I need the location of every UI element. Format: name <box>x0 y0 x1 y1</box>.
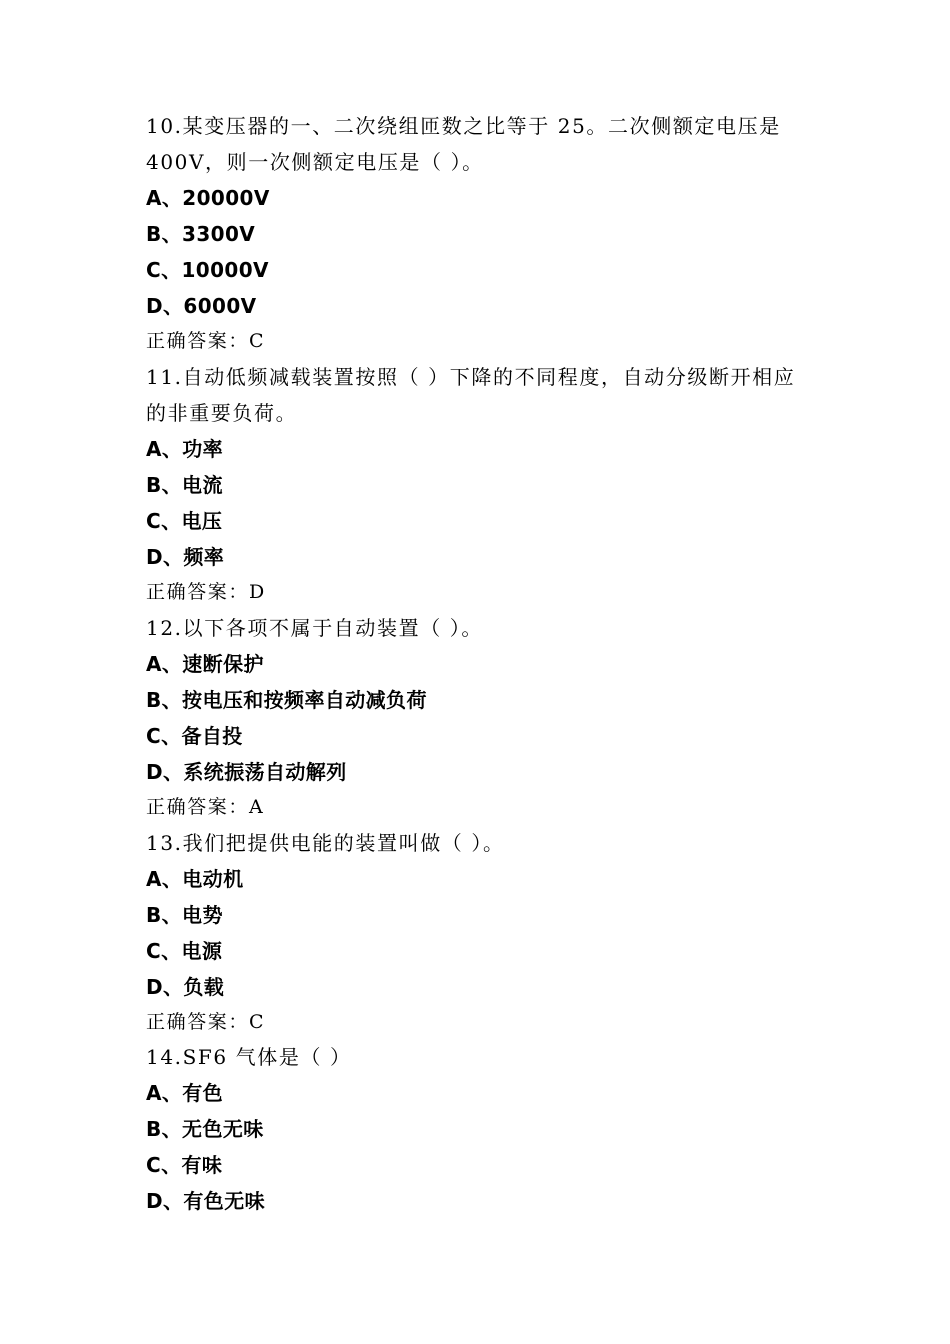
option-a: A、功率 <box>146 437 224 461</box>
option-c: C、有味 <box>146 1153 223 1177</box>
question-14 <box>146 1039 816 1219</box>
question-11 <box>146 359 816 609</box>
option-b: B、电势 <box>146 903 223 927</box>
option-b: B、按电压和按频率自动减负荷 <box>146 688 427 712</box>
question-stem: 13.我们把提供电能的装置叫做（ ）。 <box>146 831 505 855</box>
question-stem: 12.以下各项不属于自动装置（ ）。 <box>146 616 483 640</box>
correct-answer: 正确答案：C <box>146 1011 266 1033</box>
option-c: C、备自投 <box>146 724 243 748</box>
option-d: D、6000V <box>146 294 257 318</box>
option-d: D、负载 <box>146 975 225 999</box>
option-a: A、20000V <box>146 186 270 210</box>
option-d: D、有色无味 <box>146 1189 266 1213</box>
option-c: C、10000V <box>146 258 269 282</box>
correct-answer: 正确答案：D <box>146 581 266 603</box>
option-c: C、电源 <box>146 939 223 963</box>
correct-answer: 正确答案：C <box>146 330 266 352</box>
correct-answer: 正确答案：A <box>146 796 265 818</box>
option-d: D、系统振荡自动解列 <box>146 760 347 784</box>
option-a: A、有色 <box>146 1081 224 1105</box>
option-b: B、无色无味 <box>146 1117 264 1141</box>
question-stem: 14.SF6 气体是（ ） <box>146 1045 352 1069</box>
option-a: A、速断保护 <box>146 652 264 676</box>
question-12 <box>146 610 816 824</box>
option-b: B、电流 <box>146 473 223 497</box>
question-stem: 10.某变压器的一、二次绕组匝数之比等于 25。二次侧额定电压是400V，则一次侧额定电压是（ ）。 <box>146 114 781 174</box>
question-10 <box>146 108 816 358</box>
question-13 <box>146 825 816 1039</box>
option-b: B、3300V <box>146 222 256 246</box>
question-stem: 11.自动低频减载装置按照（ ）下降的不同程度，自动分级断开相应的非重要负荷。 <box>146 365 796 425</box>
option-d: D、频率 <box>146 545 225 569</box>
option-c: C、电压 <box>146 509 223 533</box>
option-a: A、电动机 <box>146 867 244 891</box>
